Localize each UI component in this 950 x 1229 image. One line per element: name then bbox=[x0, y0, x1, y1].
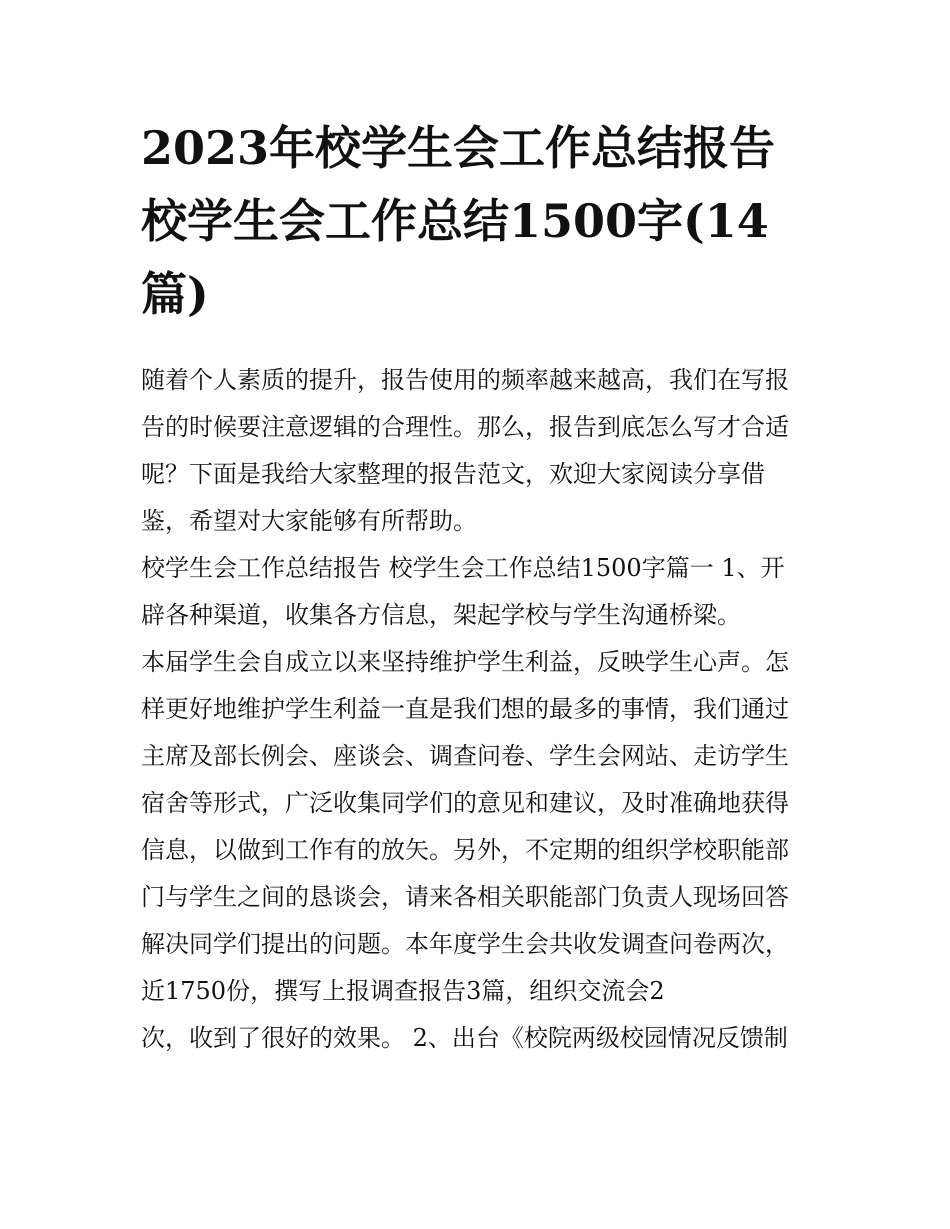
text-line: 近1750份，撰写上报调查报告3篇，组织交流会2 bbox=[141, 977, 665, 1005]
text-line: 解决同学们提出的问题。本年度学生会共收发调查问卷两次， bbox=[141, 930, 789, 958]
text-line: 本届学生会自成立以来坚持维护学生利益，反映学生心声。怎 bbox=[141, 648, 789, 676]
text-line: 门与学生之间的恳谈会，请来各相关职能部门负责人现场回答 bbox=[141, 883, 789, 911]
title-line: 2023年校学生会工作总结报告 bbox=[141, 121, 776, 175]
text-line: 宿舍等形式，广泛收集同学们的意见和建议，及时准确地获得 bbox=[141, 789, 789, 817]
text-line: 信息，以做到工作有的放矢。另外，不定期的组织学校职能部 bbox=[141, 836, 789, 864]
title-line: 篇) bbox=[141, 267, 209, 321]
paragraph-section-2 bbox=[141, 1015, 831, 1062]
text-line: 校学生会工作总结报告 校学生会工作总结1500字篇一 1、开 bbox=[141, 554, 785, 582]
text-line: 样更好地维护学生利益一直是我们想的最多的事情，我们通过 bbox=[141, 695, 789, 723]
text-line: 次，收到了很好的效果。 2、出台《校院两级校园情况反馈制 bbox=[141, 1024, 788, 1052]
text-line: 鉴，希望对大家能够有所帮助。 bbox=[141, 507, 477, 535]
text-line: 呢？下面是我给大家整理的报告范文，欢迎大家阅读分享借 bbox=[141, 460, 765, 488]
title-line: 校学生会工作总结1500字(14 bbox=[141, 194, 769, 248]
text-line: 告的时候要注意逻辑的合理性。那么，报告到底怎么写才合适 bbox=[141, 413, 789, 441]
document-title bbox=[141, 112, 831, 331]
text-line: 辟各种渠道，收集各方信息，架起学校与学生沟通桥梁。 bbox=[141, 601, 741, 629]
text-line: 主席及部长例会、座谈会、调查问卷、学生会网站、走访学生 bbox=[141, 742, 789, 770]
paragraph-intro bbox=[141, 357, 831, 545]
paragraph-section-1-body bbox=[141, 639, 831, 1015]
paragraph-section-1-heading bbox=[141, 545, 831, 639]
document-body bbox=[141, 357, 831, 1062]
text-line: 随着个人素质的提升，报告使用的频率越来越高，我们在写报 bbox=[141, 366, 789, 394]
